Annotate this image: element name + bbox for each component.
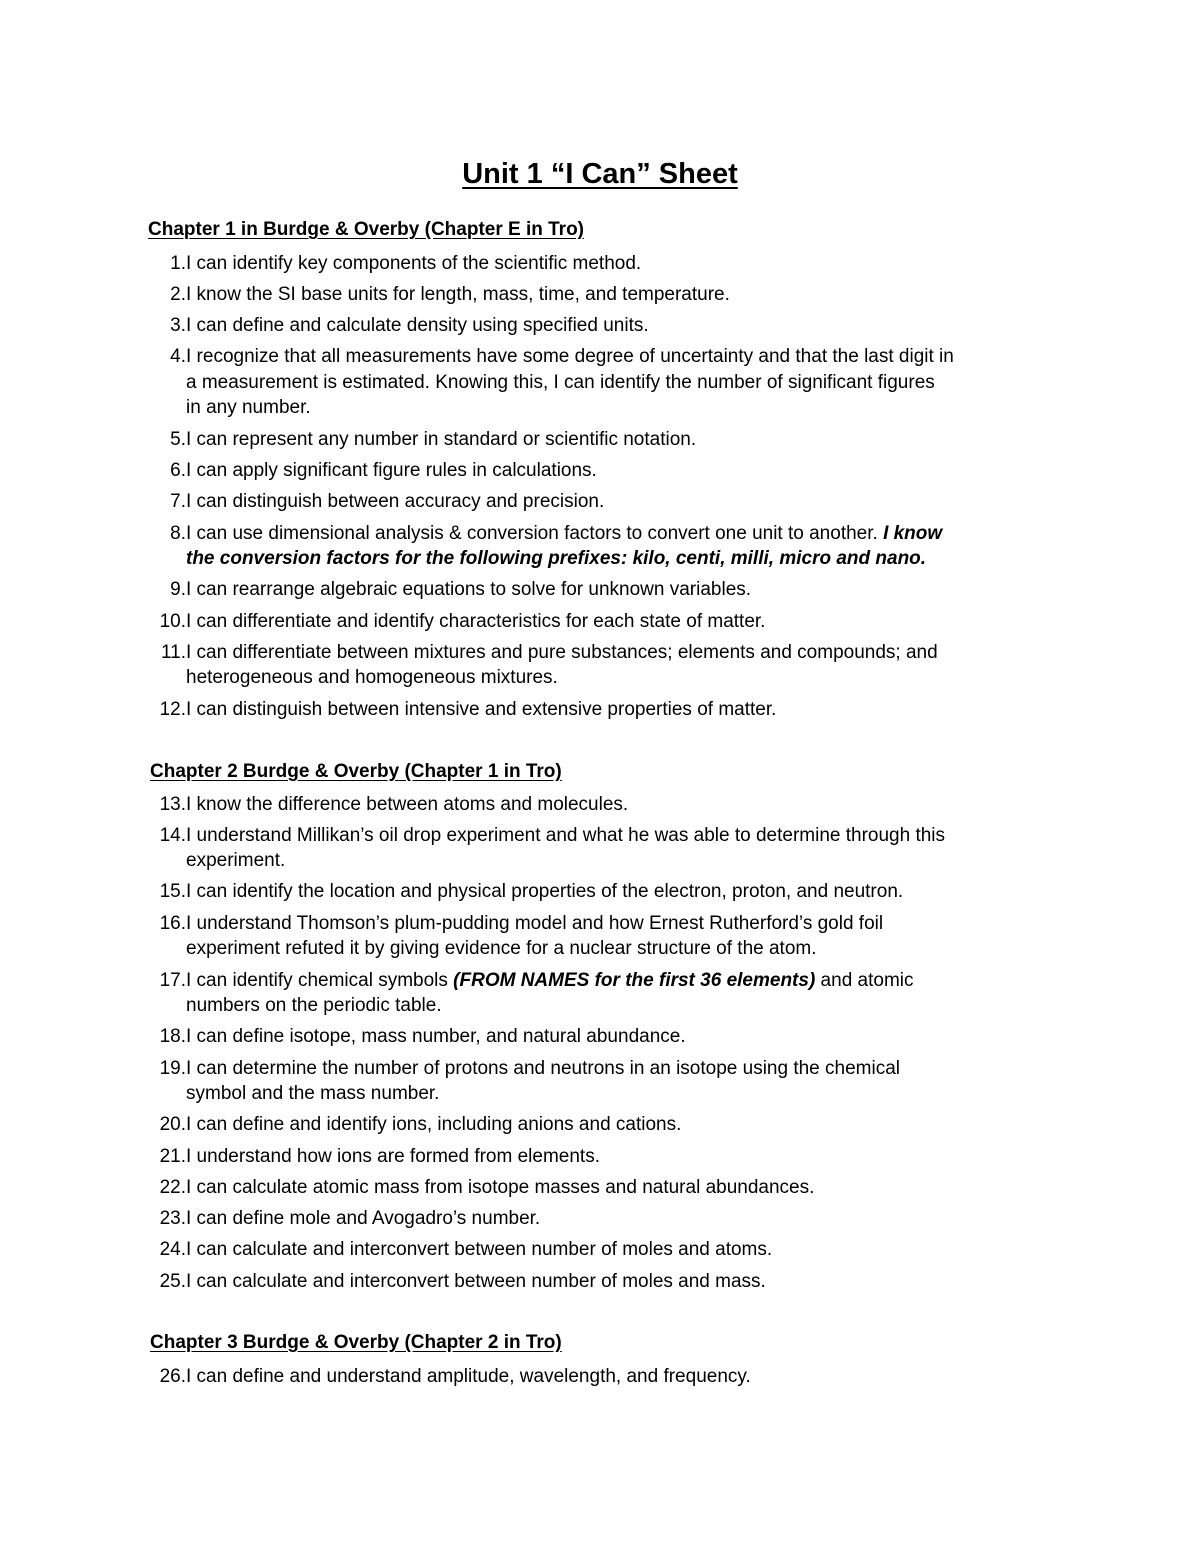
item-number: 19.: [159, 1058, 186, 1079]
item-text: I know the SI base units for length, mass, time, and temperature.: [186, 284, 730, 305]
item-text: experiment.: [186, 850, 286, 871]
item-number: 18.: [159, 1026, 186, 1047]
item-number: 17.: [159, 970, 186, 991]
item-number: 14.: [159, 825, 186, 846]
item-number: 5.: [170, 429, 186, 450]
item-text: experiment refuted it by giving evidence for a nuclear structure of the atom.: [186, 938, 817, 959]
item-number: 23.: [159, 1208, 186, 1229]
item-text-plain: and atomic: [815, 970, 914, 991]
item-number: 1.: [170, 253, 186, 274]
item-number: 7.: [170, 491, 186, 512]
item-number: 25.: [159, 1271, 186, 1292]
item-number: 16.: [159, 913, 186, 934]
item-text: heterogeneous and homogeneous mixtures.: [186, 667, 558, 688]
item-text: I can calculate atomic mass from isotope masses and natural abundances.: [186, 1177, 815, 1198]
item-text: I understand how ions are formed from elements.: [186, 1146, 600, 1167]
item-text: I can differentiate between mixtures and pure substances; elements and compounds; and: [186, 642, 938, 663]
item-text: I can calculate and interconvert between number of moles and atoms.: [186, 1239, 773, 1260]
item-text: I can apply significant figure rules in calculations.: [186, 460, 597, 481]
item-text: I can differentiate and identify characteristics for each state of matter.: [186, 611, 766, 632]
item-number: 12.: [159, 699, 186, 720]
section-heading-chapter-2: Chapter 2 Burdge & Overby (Chapter 1 in Tro): [150, 761, 562, 782]
item-text: in any number.: [186, 397, 311, 418]
item-text: I can distinguish between intensive and extensive properties of matter.: [186, 699, 777, 720]
item-text-emphasis: (FROM NAMES for the first 36 elements): [453, 970, 816, 991]
item-text: I can define mole and Avogadro’s number.: [186, 1208, 541, 1229]
item-text: I can define isotope, mass number, and natural abundance.: [186, 1026, 686, 1047]
item-number: 11.: [160, 642, 186, 663]
item-text: I can define and identify ions, including anions and cations.: [186, 1114, 682, 1135]
item-text: symbol and the mass number.: [186, 1083, 440, 1104]
item-number: 21.: [159, 1146, 186, 1167]
item-number: 20.: [159, 1114, 186, 1135]
item-number: 2.: [170, 284, 186, 305]
item-text: I can identify the location and physical properties of the electron, proton, and neutron.: [186, 881, 904, 902]
item-text: I can identify key components of the scientific method.: [186, 253, 642, 274]
item-number: 3.: [170, 315, 186, 336]
item-number: 9.: [170, 579, 186, 600]
item-text: I can define and calculate density using specified units.: [186, 315, 649, 336]
item-text: I can represent any number in standard or scientific notation.: [186, 429, 697, 450]
item-number: 8.: [170, 523, 186, 544]
item-text: [186, 521, 942, 546]
item-number: 13.: [159, 794, 186, 815]
item-number: 26.: [159, 1366, 186, 1387]
item-text: numbers on the periodic table.: [186, 995, 442, 1016]
item-number: 15.: [159, 881, 186, 902]
item-text: I recognize that all measurements have some degree of uncertainty and that the last digit in: [186, 346, 954, 367]
item-text: [186, 968, 914, 993]
item-text: I can calculate and interconvert between number of moles and mass.: [186, 1271, 766, 1292]
item-text: I know the difference between atoms and molecules.: [186, 794, 629, 815]
item-number: 22.: [159, 1177, 186, 1198]
item-number: 10.: [159, 611, 186, 632]
item-text: I can determine the number of protons and neutrons in an isotope using the chemical: [186, 1058, 900, 1079]
item-text: I understand Millikan’s oil drop experiment and what he was able to determine through this: [186, 825, 946, 846]
item-number: 4.: [170, 346, 186, 367]
page-title: Unit 1 “I Can” Sheet: [462, 158, 738, 190]
item-number: 6.: [170, 460, 186, 481]
item-text-emphasis: I know: [883, 523, 943, 544]
item-text-plain: I can use dimensional analysis & conversion factors to convert one unit to another.: [186, 523, 884, 544]
item-number: 24.: [159, 1239, 186, 1260]
item-text: I understand Thomson’s plum-pudding model and how Ernest Rutherford’s gold foil: [186, 913, 884, 934]
section-heading-chapter-1: Chapter 1 in Burdge & Overby (Chapter E in Tro): [148, 219, 585, 240]
section-heading-chapter-3: Chapter 3 Burdge & Overby (Chapter 2 in Tro): [150, 1332, 562, 1353]
item-text: I can rearrange algebraic equations to solve for unknown variables.: [186, 579, 752, 600]
item-text: I can distinguish between accuracy and precision.: [186, 491, 605, 512]
item-text: I can define and understand amplitude, wavelength, and frequency.: [186, 1366, 751, 1387]
item-text: a measurement is estimated. Knowing this, I can identify the number of significant figures: [186, 372, 935, 393]
item-text-emphasis: the conversion factors for the following prefixes: kilo, centi, milli, micro and nano.: [186, 548, 927, 569]
item-text-plain: I can identify chemical symbols: [186, 970, 454, 991]
